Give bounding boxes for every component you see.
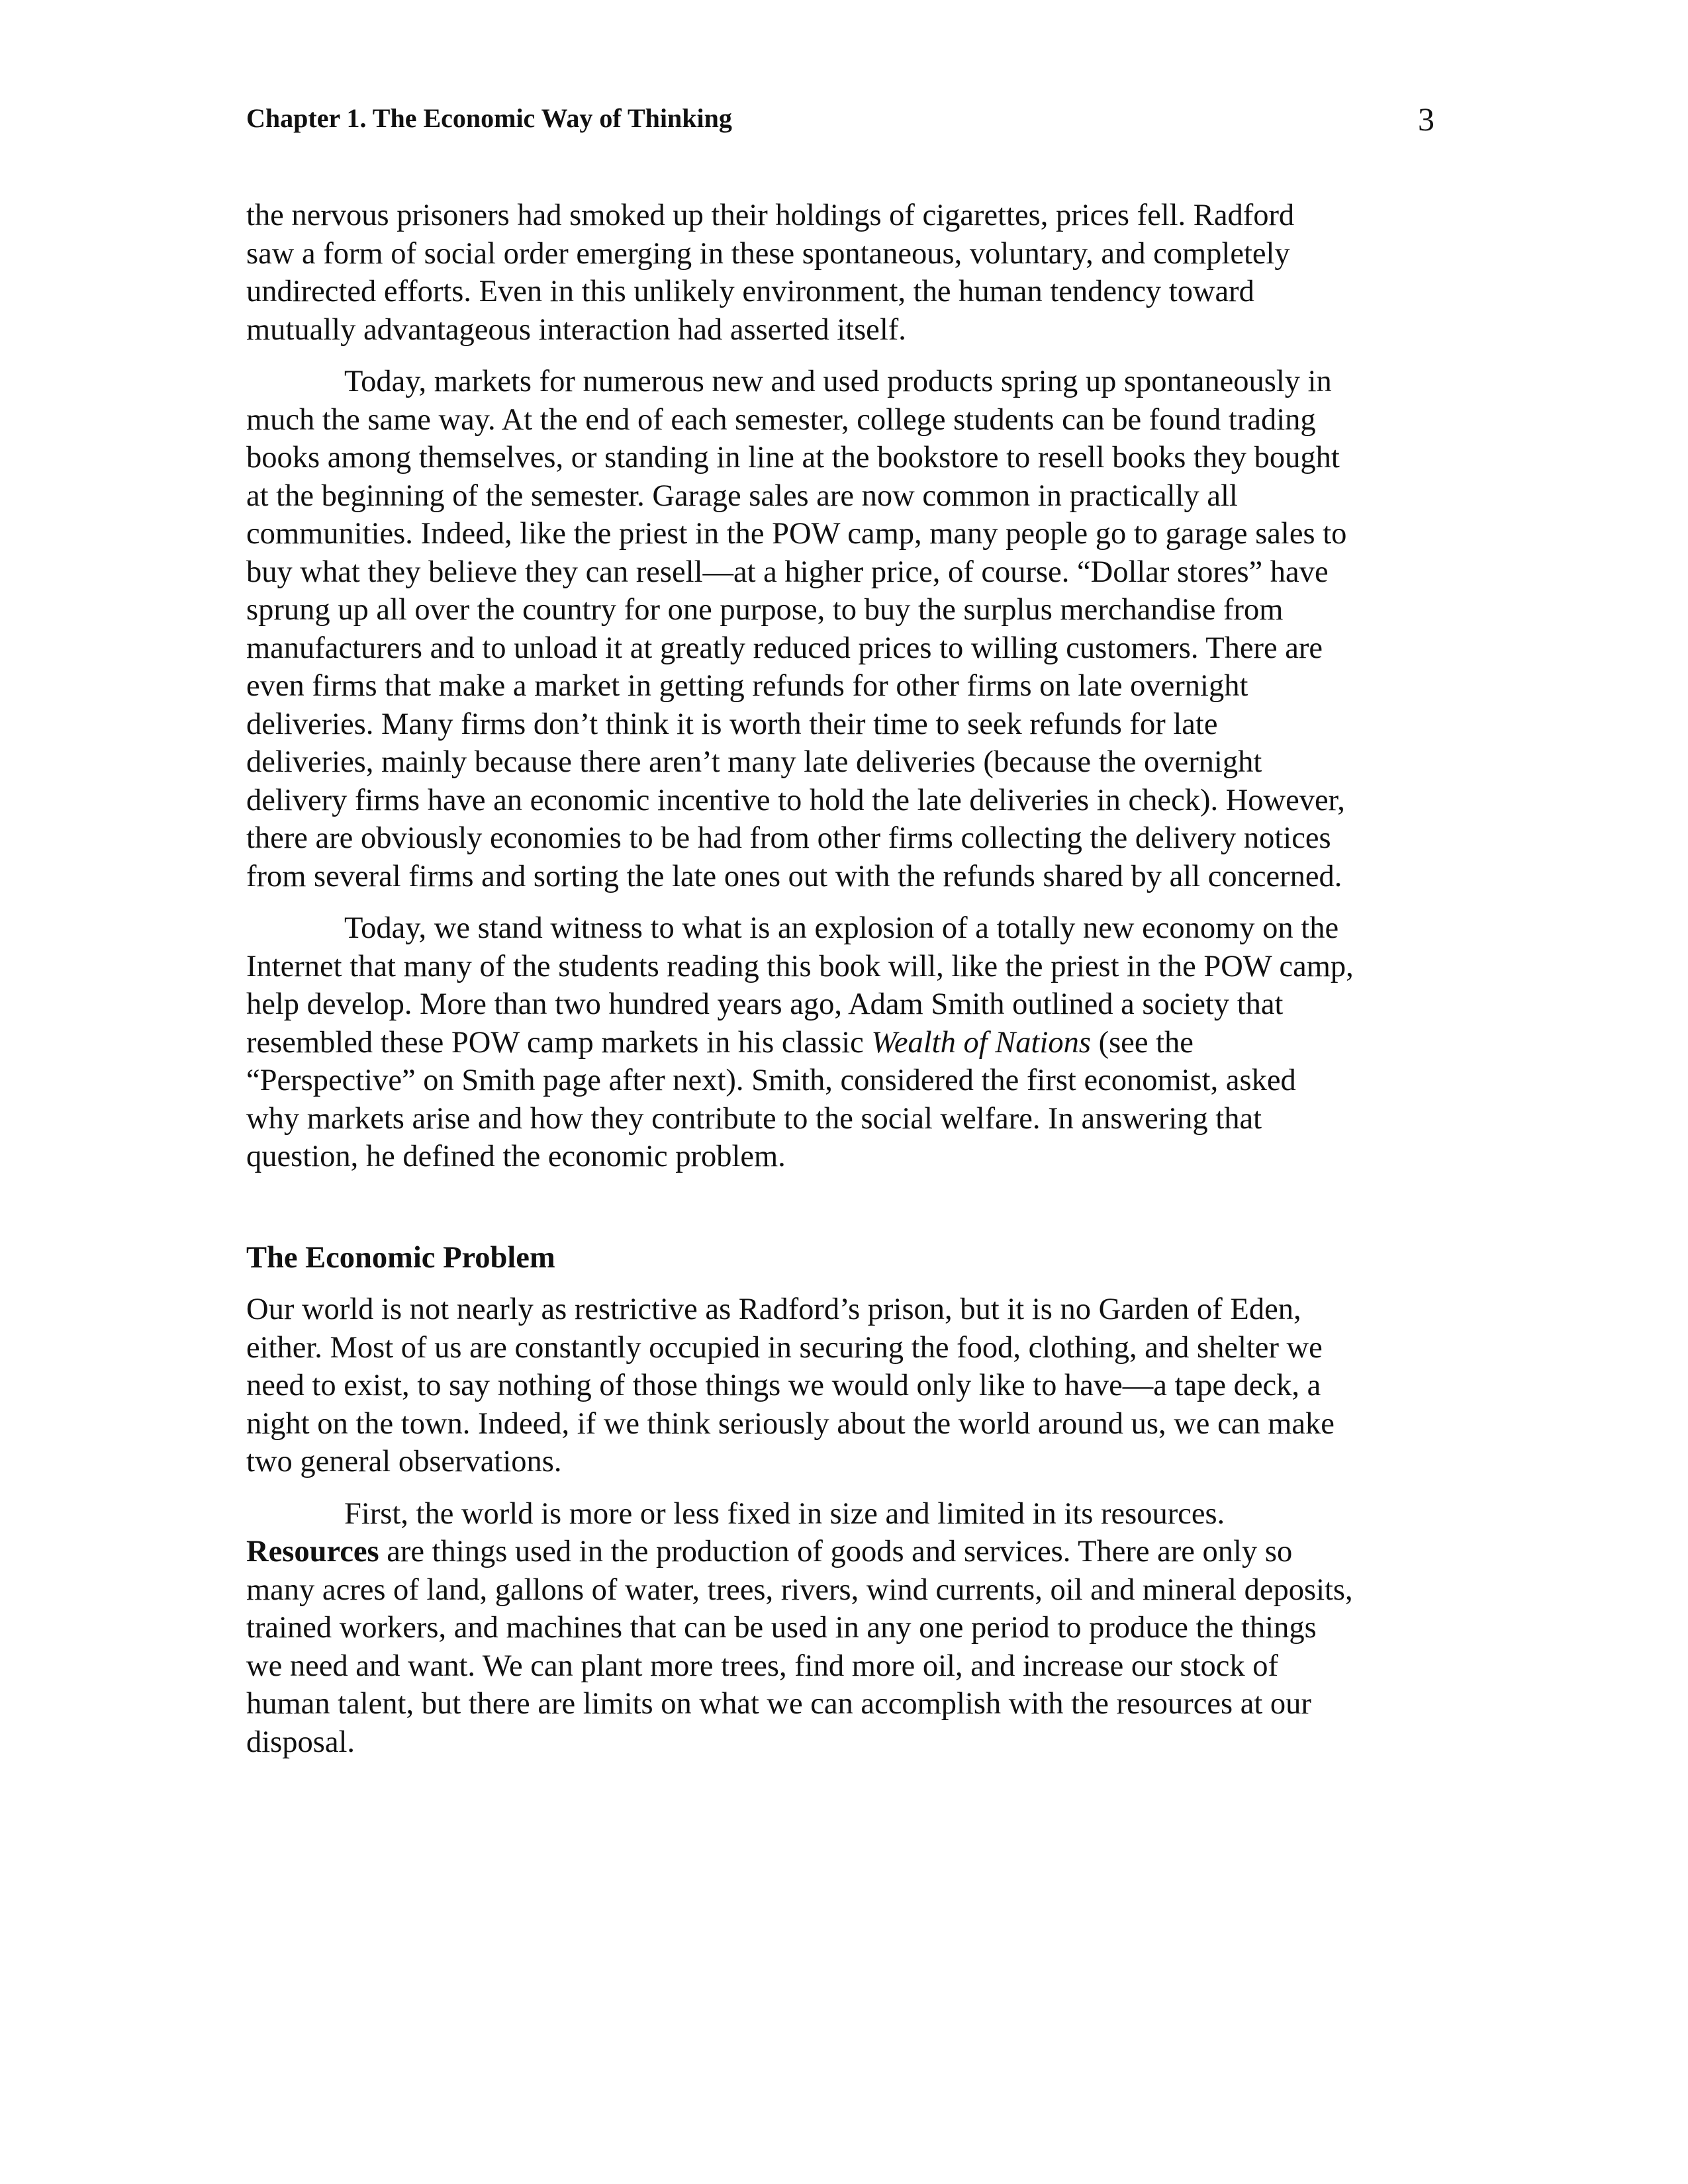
text-line: much the same way. At the end of each semester, college students can be found trading [246, 402, 1316, 437]
text-line: buy what they believe they can resell—at a higher price, of course. “Dollar stores” have [246, 555, 1329, 589]
paragraph [246, 197, 1438, 349]
text-line: mutually advantageous interaction had asserted itself. [246, 312, 906, 347]
text-line: the nervous prisoners had smoked up their holdings of cigarettes, prices fell. Radford [246, 199, 1295, 232]
paragraph [246, 363, 1438, 895]
text-line: help develop. More than two hundred years ago, Adam Smith outlined a society that [246, 987, 1284, 1021]
paragraph [246, 909, 1438, 1176]
paragraph [246, 1291, 1438, 1481]
text-run: (see the [1090, 1025, 1194, 1060]
text-line: sprung up all over the country for one purpose, to buy the surplus merchandise from [246, 593, 1284, 627]
book-title: Wealth of Nations [871, 1025, 1091, 1060]
running-header [246, 99, 1434, 139]
text-line: two general observations. [246, 1445, 562, 1479]
chapter-title: Chapter 1. The Economic Way of Thinking [246, 103, 732, 133]
text-line: manufacturers and to unload it at greatly reduced prices to willing customers. There are [246, 631, 1323, 665]
text-line: Today, we stand witness to what is an explosion of a totally new economy on the [344, 911, 1339, 945]
text-line: deliveries, mainly because there aren’t many late deliveries (because the overnight [246, 745, 1262, 779]
paragraph [246, 1495, 1438, 1762]
text-run: resembled these POW camp markets in his classic [246, 1025, 872, 1060]
text-line: saw a form of social order emerging in these spontaneous, voluntary, and completely [246, 236, 1290, 271]
text-line: Internet that many of the students reading this book will, like the priest in the POW camp, [246, 949, 1354, 983]
text-line: at the beginning of the semester. Garage sales are now common in practically all [246, 478, 1238, 513]
text-line: either. Most of us are constantly occupied in securing the food, clothing, and shelter we [246, 1330, 1323, 1365]
text-line: we need and want. We can plant more trees, find more oil, and increase our stock of [246, 1649, 1279, 1683]
text-line: why markets arise and how they contribute to the social welfare. In answering that [246, 1101, 1262, 1136]
text-line: First, the world is more or less fixed in size and limited in its resources. [344, 1496, 1225, 1531]
text-line: Our world is not nearly as restrictive as Radford’s prison, but it is no Garden of Eden, [246, 1293, 1301, 1326]
text-line: question, he defined the economic problem. [246, 1140, 786, 1173]
text-line [246, 1533, 1438, 1571]
document-page [246, 0, 1444, 2184]
body-text [246, 197, 1438, 1761]
section-heading: The Economic Problem [246, 1240, 555, 1275]
text-line: from several firms and sorting the late ones out with the refunds shared by all concerned. [246, 859, 1342, 893]
text-line: even firms that make a market in getting refunds for other firms on late overnight [246, 669, 1248, 703]
text-run: are things used in the production of goods and services. There are only so [379, 1535, 1293, 1569]
text-line: deliveries. Many firms don’t think it is worth their time to seek refunds for late [246, 707, 1218, 741]
text-line: “Perspective” on Smith page after next). Smith, considered the first economist, asked [246, 1064, 1296, 1097]
text-line: many acres of land, gallons of water, trees, rivers, wind currents, oil and mineral deposits, [246, 1572, 1353, 1607]
page-number: 3 [1418, 101, 1434, 138]
text-line: human talent, but there are limits on what we can accomplish with the resources at our [246, 1687, 1311, 1721]
text-line: communities. Indeed, like the priest in the POW camp, many people go to garage sales to [246, 517, 1347, 551]
text-line [246, 1024, 1438, 1062]
key-term: Resources [246, 1535, 379, 1569]
text-line: delivery firms have an economic incentive to hold the late deliveries in check). However, [246, 783, 1345, 817]
text-line: trained workers, and machines that can be used in any one period to produce the things [246, 1611, 1317, 1645]
text-line: undirected efforts. Even in this unlikely environment, the human tendency toward [246, 275, 1254, 308]
text-line: night on the town. Indeed, if we think seriously about the world around us, we can make [246, 1406, 1335, 1441]
text-line: there are obviously economies to be had from other firms collecting the delivery notices [246, 821, 1331, 855]
text-line: need to exist, to say nothing of those things we would only like to have—a tape deck, a [246, 1369, 1321, 1402]
text-line: disposal. [246, 1725, 355, 1759]
text-line: books among themselves, or standing in line at the bookstore to resell books they bought [246, 441, 1340, 475]
text-line: Today, markets for numerous new and used products spring up spontaneously in [344, 365, 1332, 398]
